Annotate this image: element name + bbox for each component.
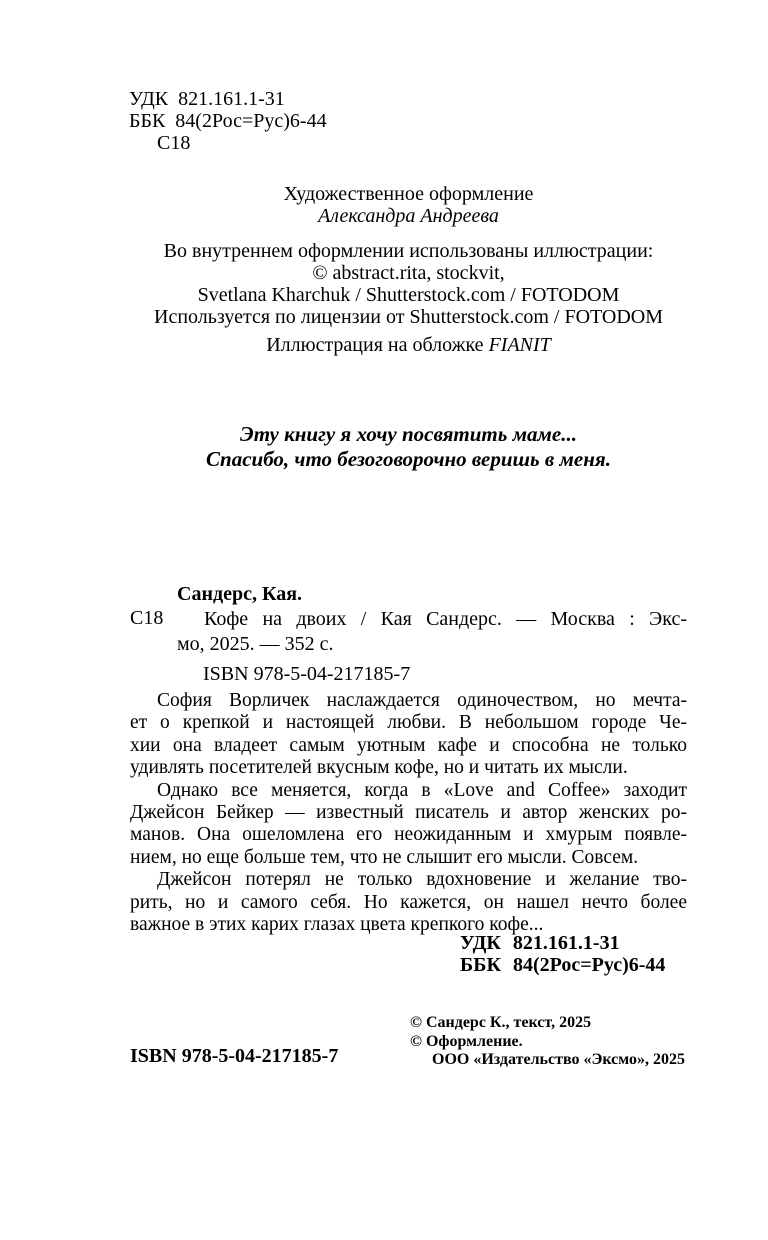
- text-line: Эту книгу я хочу посвятить маме...: [240, 422, 577, 446]
- catalog-entry: [177, 607, 687, 657]
- text-line: рить, но и самого себя. Но кажется, он нашел нечто более: [130, 891, 687, 913]
- annotation-paragraph: [130, 690, 687, 780]
- text-line: мо, 2025. — 352 с.: [177, 633, 334, 655]
- copyright-block: [410, 1014, 685, 1070]
- text-line: Svetlana Kharchuk / Shutterstock.com / FOTODOM: [197, 284, 620, 306]
- cover-artist-name: FIANIT: [488, 334, 551, 356]
- illustration-credits: [130, 240, 687, 328]
- text-line: София Ворличек наслаждается одиночеством, но мечта-: [157, 690, 687, 711]
- text-line: © abstract.rita, stockvit,: [312, 262, 505, 284]
- text-line: Джейсон Бейкер — известный писатель и автор женских ро-: [130, 802, 687, 824]
- catalog-author: Сандерс, Кая.: [177, 583, 303, 605]
- isbn-footer: ISBN 978-5-04-217185-7: [130, 1045, 339, 1067]
- annotation-paragraph: [130, 780, 687, 870]
- bottom-classification-block: [460, 932, 665, 976]
- cover-illustration-credit: [130, 334, 687, 356]
- design-credits-block: [130, 183, 687, 356]
- catalog-author-sign: С18: [130, 607, 164, 629]
- text-line: хии она владеет самым уютным кафе и способна не только: [130, 734, 687, 756]
- text-line: © Оформление.: [410, 1032, 523, 1050]
- text-line: УДК 821.161.1-31: [129, 88, 285, 110]
- dedication-block: [130, 422, 687, 472]
- text-line: ББК 84(2Рос=Рус)6-44: [460, 954, 666, 976]
- text-line: Во внутреннем оформлении использованы иллюстрации:: [163, 240, 654, 262]
- annotation-block: [130, 690, 687, 936]
- text-line: ООО «Издательство «Эксмо», 2025: [432, 1051, 685, 1068]
- text-line: © Сандерс К., текст, 2025: [410, 1014, 592, 1031]
- text-line: ББК 84(2Рос=Рус)6-44: [129, 110, 327, 132]
- text-line: удивлять посетителей вкусным кофе, но и читать их мысли.: [130, 757, 628, 779]
- text-line: Однако все меняется, когда в «Love and Coffee» заходит: [157, 779, 687, 801]
- top-classification-block: [129, 88, 327, 154]
- text-line: Используется по лицензии от Shutterstock.com / FOTODOM: [154, 306, 663, 328]
- text-line: УДК 821.161.1-31: [460, 932, 620, 954]
- text-line: важное в этих карих глазах цвета крепкого кофе...: [130, 914, 544, 936]
- text-line: Кофе на двоих / Кая Сандерс. — Москва : Экс-: [204, 608, 687, 630]
- text-line: манов. Она ошеломлена его неожиданным и хмурым появле-: [130, 824, 687, 846]
- text-line: С18: [157, 132, 191, 154]
- designer-name: Александра Андреева: [318, 205, 499, 227]
- isbn-catalog: ISBN 978-5-04-217185-7: [203, 663, 411, 685]
- spacer: [130, 227, 687, 240]
- text-line: ет о крепкой и настоящей любви. В небольшом городе Че-: [130, 712, 687, 734]
- text-line: Джейсон потерял не только вдохновение и желание тво-: [157, 869, 687, 891]
- text-line: Спасибо, что безоговорочно веришь в меня.: [206, 447, 611, 471]
- design-credits-title: Художественное оформление: [283, 183, 534, 205]
- annotation-paragraph: [130, 869, 687, 936]
- cover-credit-prefix: Иллюстрация на обложке: [266, 334, 489, 356]
- text-line: нием, но еще больше тем, что не слышит его мысли. Совсем.: [130, 846, 639, 868]
